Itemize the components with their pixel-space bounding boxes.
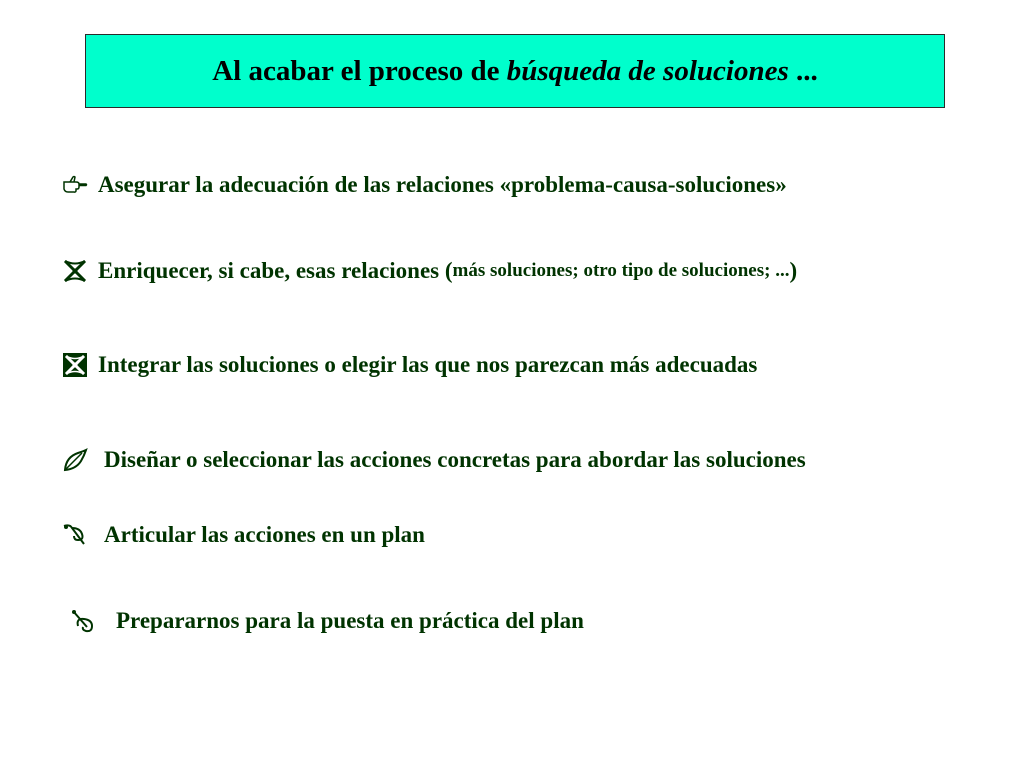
ornament-cross-icon	[60, 256, 90, 286]
item-text-1: Asegurar la adecuación de las relaciones «problema-causa-soluciones»	[98, 172, 787, 197]
item-text-4: Diseñar o seleccionar las acciones concretas para abordar las soluciones	[104, 447, 806, 472]
list-item-6	[68, 606, 584, 636]
curl-icon	[60, 520, 90, 550]
title-part-3: ...	[788, 54, 818, 87]
framed-ornament-icon	[60, 350, 90, 380]
list-item-5	[60, 520, 425, 550]
item-text-2: Enriquecer, si cabe, esas relaciones (	[98, 258, 453, 283]
item-text-3: Integrar las soluciones o elegir las que nos parezcan más adecuadas	[98, 352, 758, 377]
title-box	[85, 34, 945, 108]
title-part-1: Al acabar el proceso de	[212, 54, 507, 87]
item-text-2-detail: más soluciones; otro tipo de soluciones; ...	[452, 260, 790, 281]
pointing-hand-icon	[60, 170, 90, 200]
leaf-icon	[60, 445, 90, 475]
flourish-icon	[68, 606, 98, 636]
page-title	[212, 55, 818, 88]
item-text-6: Prepararnos para la puesta en práctica del plan	[116, 608, 584, 633]
list-item-1	[60, 170, 787, 200]
list-item-4	[60, 445, 806, 475]
list-item-3	[60, 350, 757, 380]
list-item-2	[60, 256, 797, 286]
item-text-2-close: )	[789, 258, 798, 283]
title-part-2: búsqueda de soluciones	[506, 54, 789, 87]
item-text-5: Articular las acciones en un plan	[104, 522, 425, 547]
